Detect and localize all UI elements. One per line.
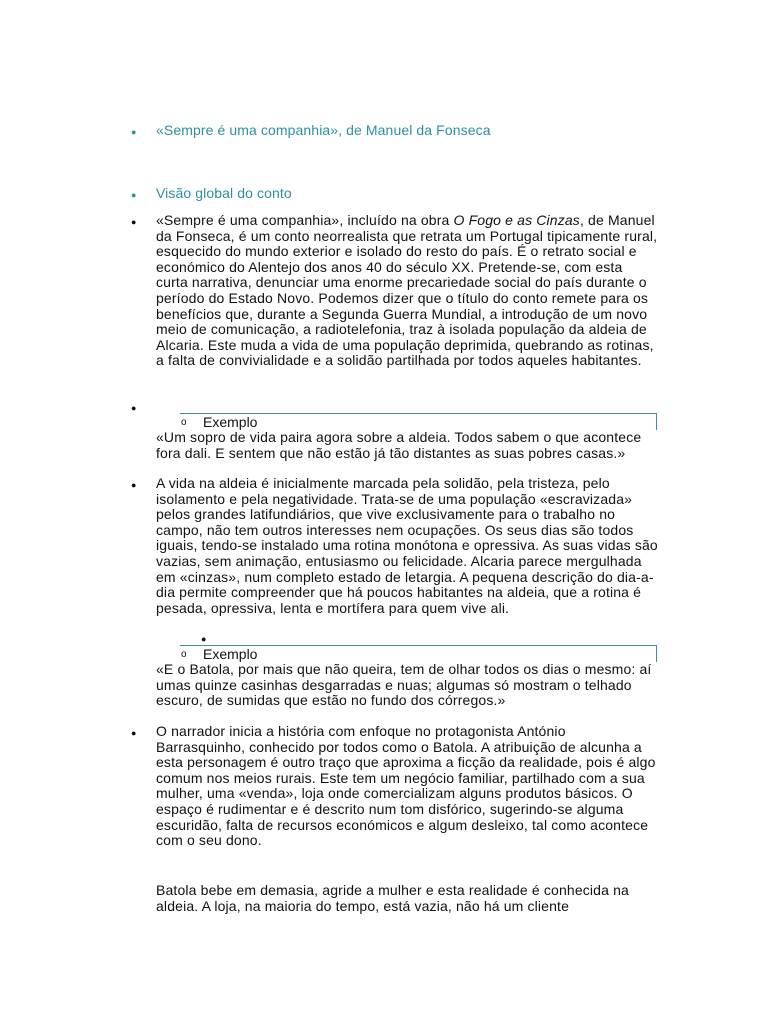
section-heading: Visão global do conto [156,185,292,201]
bullet-icon: ● [131,728,137,738]
paragraph-batola: Batola bebe em demasia, agride a mulher e esta realidade é conhecida na aldeia. A loja, na maioria do tempo, está vazia, não há um cliente [156,882,629,914]
bullet-icon: ● [131,480,137,490]
paragraph-intro [156,213,658,369]
paragraph-narrator: O narrador inicia a história com enfoque no protagonista António Barrasquinho, conhecido por todos como o Batola. A atribuição de alcunha a esta personagem é outro traço que aproxima a ficção da realidade, pois é algo comum nos meios rurais. Este tem um negócio familiar, partilhado com a sua mulher, uma «venda», loja onde comercializam alguns produtos básicos. O espaço é rudimentar e é descrito num tom disfórico, sugerindo-se alguma escuridão, falta de recursos económicos e algum desleixo, tal como acontece com o seu dono. [156,723,656,849]
document-title: «Sempre é uma companhia», de Manuel da Fonseca [156,122,491,138]
paragraph-intro-rest: , de Manuel da Fonseca, é um conto neorrealista que retrata um Portugal tipicamente rural, esquecido do mundo exterior e isolado do resto do país. É o retrato social e económico do Alentejo dos anos 40 do século XX. Pretende-se, com esta curta narrativa, denunciar uma enorme precariedade social do país durante o período do Estado Novo. Podemos dizer que o título do conto remete para os benefícios que, durante a Segunda Guerra Mundial, a introdução de um novo meio de comunicação, a radiotelefonia, traz à isolada população da aldeia de Alcaria. Este muda a vida de uma população deprimida, quebrando as rotinas, a falta de convivialidade e a solidão partilhada por todos aqueles habitantes. [156,212,658,369]
paragraph-intro-start: «Sempre é uma companhia», incluído na obra [156,212,454,228]
circle-bullet-icon: o [181,417,187,428]
quote-example-2: «E o Batola, por mais que não queira, tem de olhar todos os dias o mesmo: aí umas quinze casinhas desgarradas e nuas; algumas só mostram o telhado escuro, de sumidas que estão no fundo dos córregos.» [156,661,652,709]
example-label: Exemplo [203,646,258,662]
quote-example-1: «Um sopro de vida paira agora sobre a aldeia. Todos sabem o que acontece fora dali. E sentem que não estão já tão distantes as suas pobres casas.» [156,429,642,461]
bullet-icon: ● [201,634,207,644]
bullet-icon: ● [131,190,137,200]
bullet-icon: ● [131,403,137,413]
bullet-icon: ● [131,217,137,227]
circle-bullet-icon: o [181,649,187,660]
book-title: O Fogo e as Cinzas [453,212,580,228]
paragraph-village-life: A vida na aldeia é inicialmente marcada pela solidão, pela tristeza, pelo isolamento e pela negatividade. Trata-se de uma população «escravizada» pelos grandes latifundiários, que vive exclusivamente para o trabalho no campo, não tem outros interesses nem ocupações. Os seus dias são todos iguais, tendo-se instalado uma rotina monótona e opressiva. As suas vidas são vazias, sem animação, entusiasmo ou felicidade. Alcaria parece mergulhada em «cinzas», num completo estado de letargia. A pequena descrição do dia-a-dia permite compreender que há poucos habitantes na aldeia, que a rotina é pesada, opressiva, lenta e mortífera para quem vive ali. [156,475,658,616]
example-label: Exemplo [203,414,258,430]
bullet-icon: ● [131,127,137,137]
